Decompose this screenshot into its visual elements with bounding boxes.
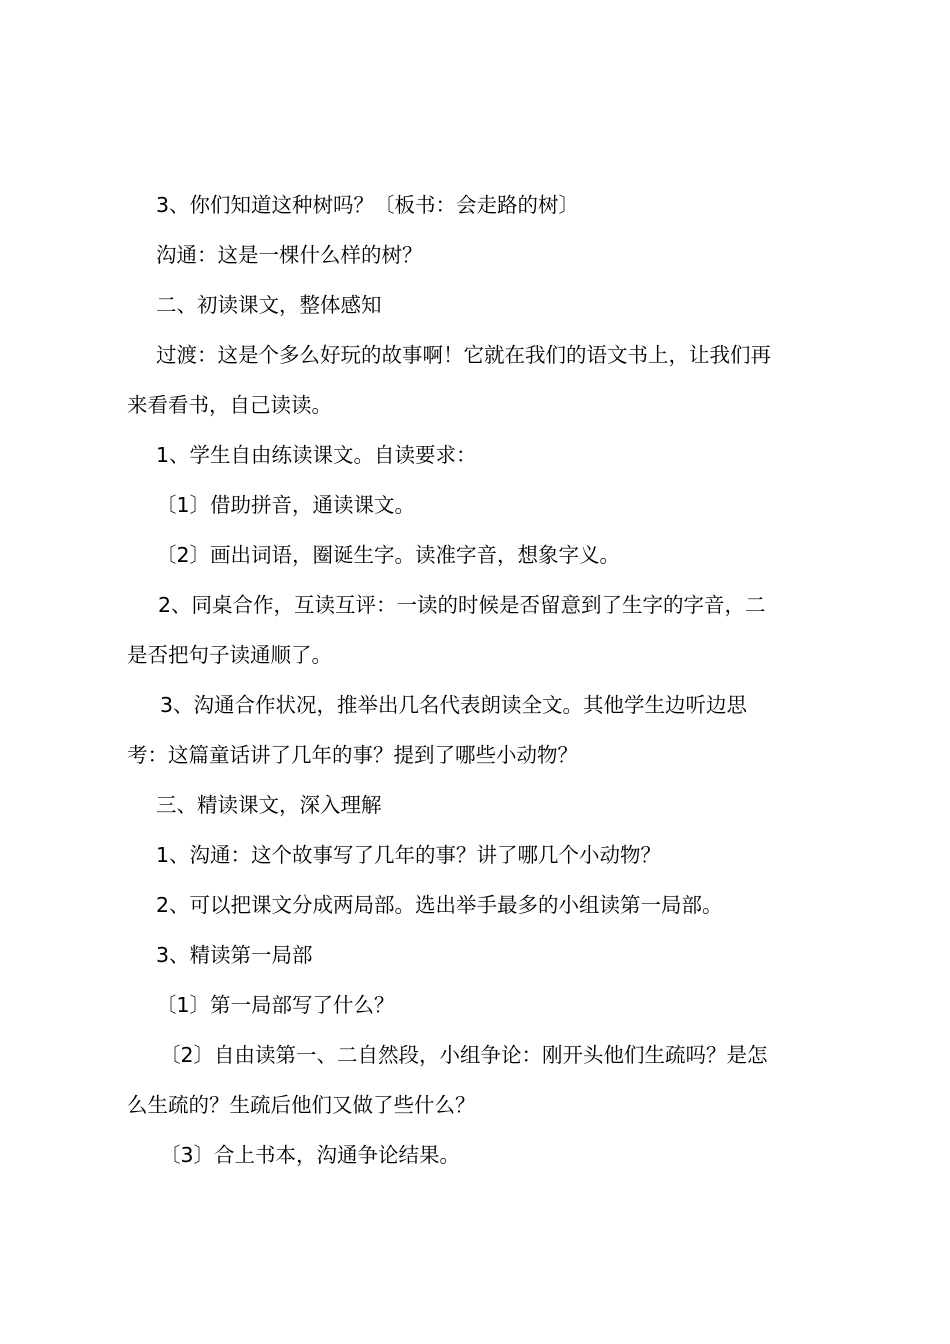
text-line: 考：这篇童话讲了几年的事？提到了哪些小动物？	[127, 743, 578, 767]
text-line: 〔3〕合上书本，沟通争论结果。	[160, 1143, 461, 1167]
text-line: 么生疏的？生疏后他们又做了些什么？	[127, 1093, 476, 1117]
section-heading: 三、精读课文，深入理解	[156, 793, 382, 817]
text-line: 1、沟通：这个故事写了几年的事？讲了哪几个小动物？	[156, 843, 662, 867]
text-line: 3、沟通合作状况，推举出几名代表朗读全文。其他学生边听边思	[160, 693, 748, 717]
text-line: 2、同桌合作，互读互评：一读的时候是否留意到了生字的字音，二	[158, 593, 766, 617]
text-line: 〔2〕自由读第一、二自然段，小组争论：刚开头他们生疏吗？是怎	[160, 1043, 768, 1067]
text-line: 3、精读第一局部	[156, 943, 313, 967]
text-line: 〔1〕第一局部写了什么？	[156, 993, 395, 1017]
text-line: 过渡：这是个多么好玩的故事啊！它就在我们的语文书上，让我们再	[156, 343, 771, 367]
text-line: 1、学生自由练读课文。自读要求：	[156, 443, 477, 467]
text-line: 2、可以把课文分成两局部。选出举手最多的小组读第一局部。	[156, 893, 723, 917]
text-line: 3、你们知道这种树吗？〔板书：会走路的树〕	[156, 193, 580, 217]
section-heading: 二、初读课文，整体感知	[156, 293, 382, 317]
text-line: 来看看书，自己读读。	[127, 393, 332, 417]
text-line: 沟通：这是一棵什么样的树？	[156, 243, 423, 267]
text-line: 〔2〕画出词语，圈诞生字。读准字音，想象字义。	[156, 543, 621, 567]
text-line: 是否把句子读通顺了。	[127, 643, 332, 667]
text-line: 〔1〕借助拼音，通读课文。	[156, 493, 416, 517]
